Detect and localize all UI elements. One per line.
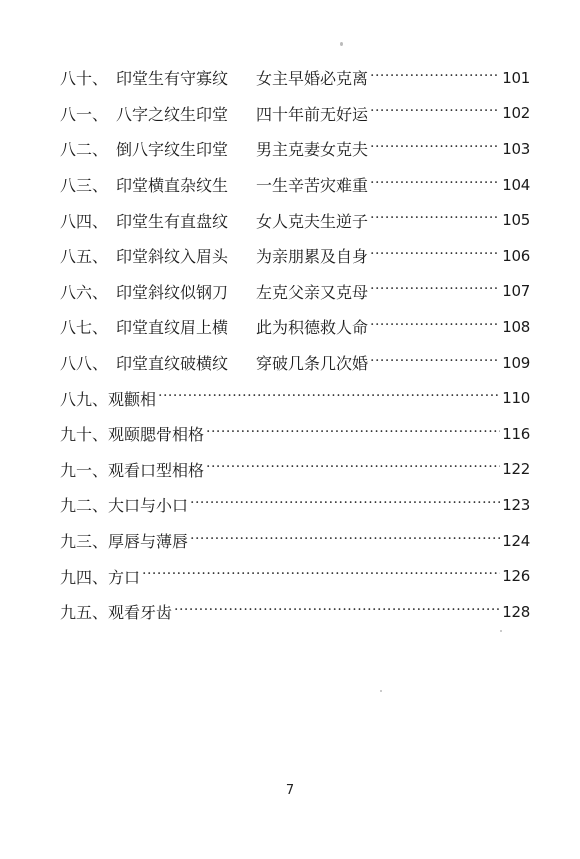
toc-entry-number: 八九、 <box>60 389 109 409</box>
toc-entry-number: 九四、 <box>60 567 109 587</box>
dot-leader <box>370 212 500 228</box>
toc-entry-title: 观颐腮骨相格 <box>108 425 205 445</box>
toc-entry-number: 八一、 <box>60 104 109 124</box>
toc-entry-title: 倒八字纹生印堂 <box>116 140 229 160</box>
toc-entry <box>60 487 530 523</box>
toc-entry-number: 八四、 <box>60 211 109 231</box>
toc-entry <box>60 416 530 452</box>
toc-entry <box>60 274 530 310</box>
toc-entry <box>60 202 530 238</box>
scan-speck <box>500 630 502 632</box>
toc-entry-number: 九三、 <box>60 532 109 552</box>
scan-speck <box>340 42 343 46</box>
toc-entry <box>60 523 530 559</box>
toc-entry-number: 九二、 <box>60 496 109 516</box>
dot-leader <box>174 604 500 620</box>
toc-entry-subtitle: 女主早婚必克离 <box>256 69 369 89</box>
toc-entry <box>60 131 530 167</box>
toc-entry-subtitle: 一生辛苦灾难重 <box>256 176 369 196</box>
toc-entry-title: 印堂直纹眉上横 <box>116 318 229 338</box>
toc-entry-title: 方口 <box>108 567 141 587</box>
toc-entry-subtitle: 女人克夫生逆子 <box>256 211 369 231</box>
dot-leader <box>190 533 500 549</box>
dot-leader <box>370 177 500 193</box>
dot-leader <box>158 390 500 406</box>
toc-entry-page: 101 <box>502 68 530 87</box>
toc-entry-title: 厚唇与薄唇 <box>108 532 189 552</box>
toc-entry-number: 八七、 <box>60 318 109 338</box>
toc-entry-page: 110 <box>502 389 530 408</box>
toc-entry-subtitle: 穿破几条几次婚 <box>256 354 369 374</box>
toc-entry <box>60 345 530 381</box>
dot-leader <box>190 497 500 513</box>
toc-entry-page: 103 <box>502 139 530 158</box>
toc-entry-page: 126 <box>502 567 530 586</box>
toc-entry-title: 印堂生有守寡纹 <box>116 69 229 89</box>
toc-entry <box>60 96 530 132</box>
toc-entry-page: 107 <box>502 282 530 301</box>
toc-entry-page: 123 <box>502 495 530 514</box>
dot-leader <box>370 105 500 121</box>
dot-leader <box>370 283 500 299</box>
toc-entry-page: 109 <box>502 353 530 372</box>
dot-leader <box>370 319 500 335</box>
toc-entry-subtitle: 男主克妻女克夫 <box>256 140 369 160</box>
toc-entry-page: 122 <box>502 460 530 479</box>
toc-entry-page: 102 <box>502 104 530 123</box>
dot-leader <box>206 426 500 442</box>
scan-speck <box>380 690 382 692</box>
toc-entry <box>60 238 530 274</box>
toc-entry-number: 八五、 <box>60 247 109 267</box>
toc-entry-title: 印堂横直杂纹生 <box>116 176 229 196</box>
toc-entry-number: 九十、 <box>60 425 109 445</box>
toc-entry-page: 116 <box>502 424 530 443</box>
toc-entry <box>60 167 530 203</box>
toc-entry <box>60 452 530 488</box>
dot-leader <box>206 461 500 477</box>
toc-entry <box>60 594 530 630</box>
toc-entry-title: 观看口型相格 <box>108 460 205 480</box>
toc-entry-subtitle: 四十年前无好运 <box>256 104 369 124</box>
toc-entry-subtitle: 为亲朋累及自身 <box>256 247 369 267</box>
toc-entry-number: 八三、 <box>60 176 109 196</box>
toc-entry-title: 八字之纹生印堂 <box>116 104 229 124</box>
toc-entry-title: 印堂斜纹入眉头 <box>116 247 229 267</box>
toc-entry-number: 八二、 <box>60 140 109 160</box>
toc-entry-number: 八八、 <box>60 354 109 374</box>
toc-entry-page: 124 <box>502 531 530 550</box>
toc-entry <box>60 380 530 416</box>
toc-entry-title: 印堂直纹破横纹 <box>116 354 229 374</box>
toc-entry-number: 八十、 <box>60 69 109 89</box>
toc-entry-number: 九五、 <box>60 603 109 623</box>
toc-entry-title: 观看牙齿 <box>108 603 173 623</box>
dot-leader <box>370 248 500 264</box>
dot-leader <box>370 355 500 371</box>
table-of-contents <box>60 60 530 630</box>
toc-entry-subtitle: 左克父亲又克母 <box>256 282 369 302</box>
dot-leader <box>370 70 500 86</box>
toc-entry <box>60 60 530 96</box>
toc-entry <box>60 309 530 345</box>
toc-entry-page: 108 <box>502 317 530 336</box>
toc-entry-subtitle: 此为积德救人命 <box>256 318 369 338</box>
toc-entry-page: 105 <box>502 211 530 230</box>
toc-entry-title: 大口与小口 <box>108 496 189 516</box>
toc-entry-page: 104 <box>502 175 530 194</box>
page-number: 7 <box>285 783 295 798</box>
toc-entry-number: 八六、 <box>60 282 109 302</box>
toc-entry-title: 观颧相 <box>108 389 157 409</box>
toc-entry-title: 印堂斜纹似钢刀 <box>116 282 229 302</box>
toc-entry <box>60 558 530 594</box>
dot-leader <box>142 568 500 584</box>
dot-leader <box>370 141 500 157</box>
toc-entry-page: 106 <box>502 246 530 265</box>
toc-entry-number: 九一、 <box>60 460 109 480</box>
toc-entry-page: 128 <box>502 602 530 621</box>
toc-entry-title: 印堂生有直盘纹 <box>116 211 229 231</box>
